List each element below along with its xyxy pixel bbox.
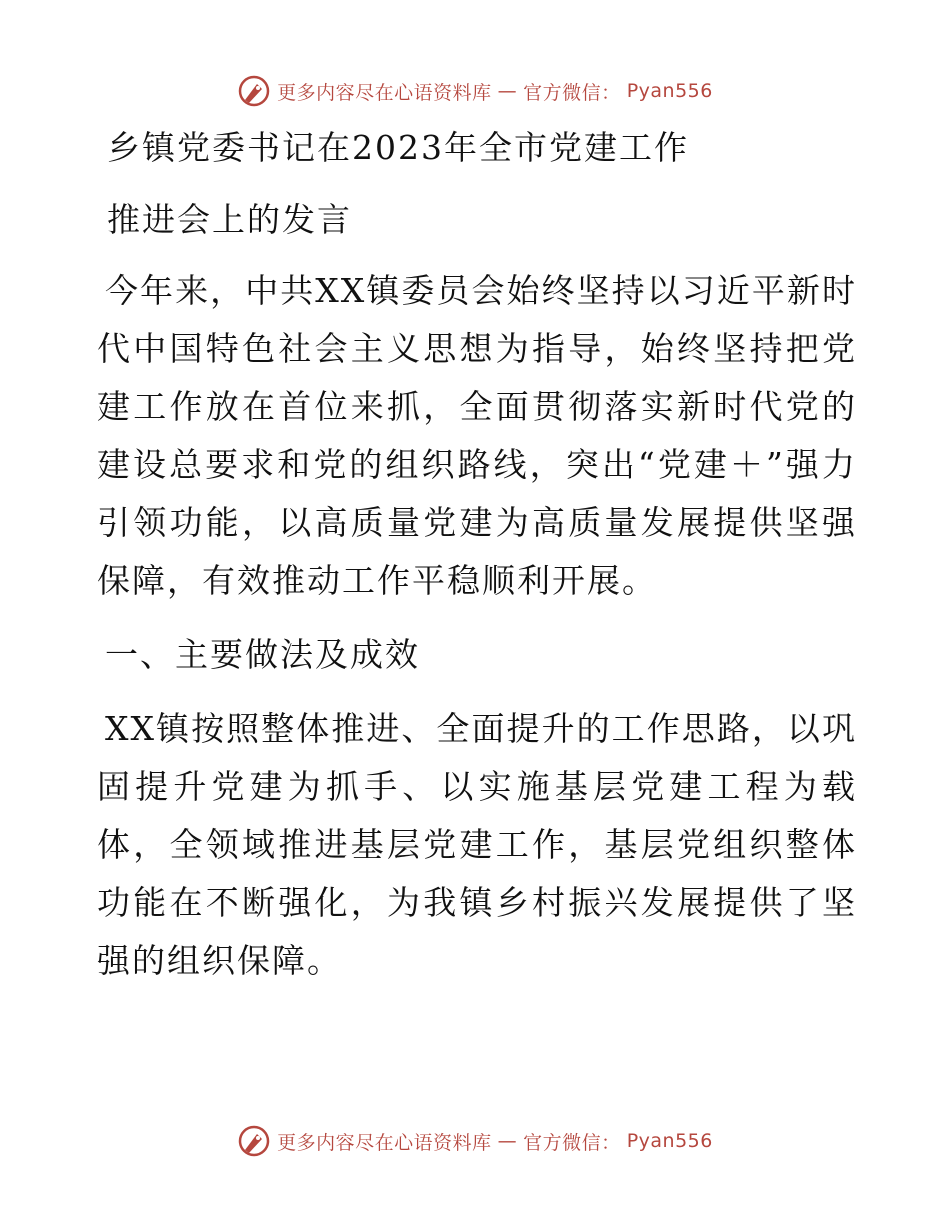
document-title-line-2: 推进会上的发言 xyxy=(107,200,352,239)
watermark-main-text: 更多内容尽在心语资料库 xyxy=(277,1131,492,1154)
watermark-dash: — xyxy=(497,80,518,102)
pen-nib-circle-icon xyxy=(237,1124,271,1158)
pen-nib-circle-icon xyxy=(237,74,271,108)
watermark-wechat-id: Pyan556 xyxy=(626,1130,713,1152)
section-1-paragraph: XX镇按照整体推进、全面提升的工作思路，以巩固提升党建为抓手、以实施基层党建工程为载体，全领域推进基层党建工作，基层党组织整体功能在不断强化，为我镇乡村振兴发展提供了坚强的组织保障。 xyxy=(97,709,857,980)
document-body xyxy=(97,120,857,990)
watermark-dash: — xyxy=(497,1130,518,1152)
document-title-line-1: 乡镇党委书记在2023年全市党建工作 xyxy=(107,128,689,167)
section-heading-1: 一、主要做法及成效 xyxy=(105,635,420,674)
watermark-header xyxy=(0,74,950,108)
watermark-footer xyxy=(0,1124,950,1158)
watermark-wechat-label: 官方微信： xyxy=(523,81,621,104)
watermark-main-text: 更多内容尽在心语资料库 xyxy=(277,81,492,104)
intro-paragraph: 今年来，中共XX镇委员会始终坚持以习近平新时代中国特色社会主义思想为指导，始终坚持把党建工作放在首位来抓，全面贯彻落实新时代党的建设总要求和党的组织路线，突出“党建＋”强力引领功能，以高质量党建为高质量发展提供坚强保障，有效推动工作平稳顺利开展。 xyxy=(97,271,857,600)
watermark-wechat-label: 官方微信： xyxy=(523,1131,621,1154)
watermark-wechat-id: Pyan556 xyxy=(626,80,713,102)
